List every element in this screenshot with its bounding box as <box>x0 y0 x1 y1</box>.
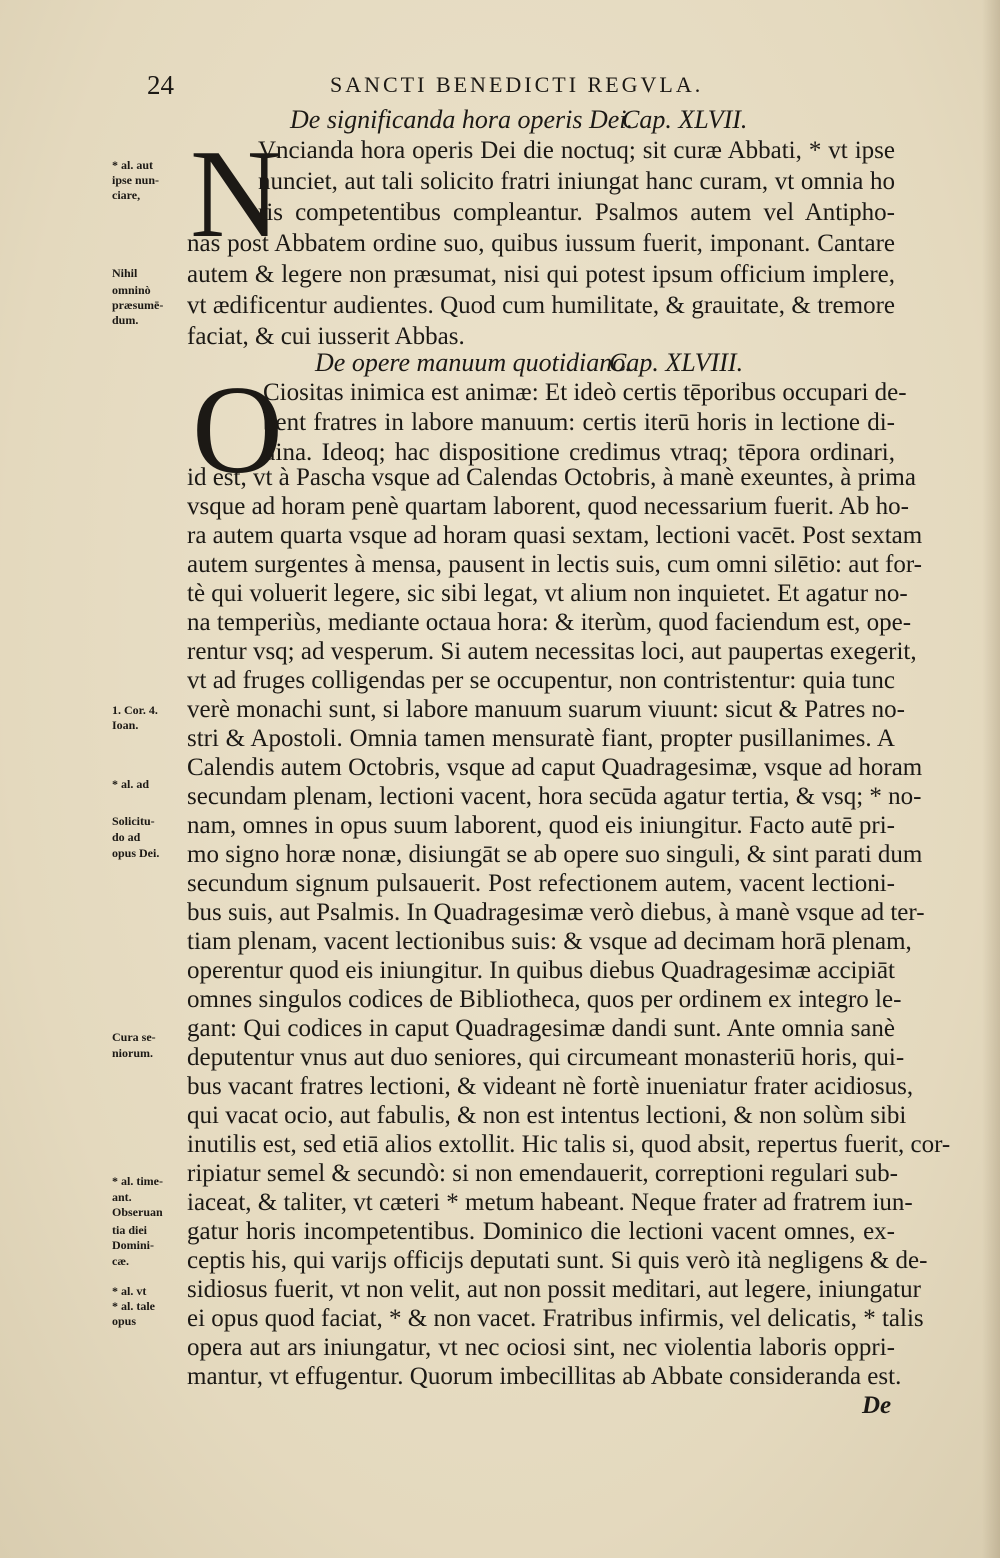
body-line: Ciositas inimica est animæ: Et ideò certis tēporibus occupari de- <box>263 379 907 406</box>
body-line: mo signo horæ nonæ, disiungāt se ab opere suo singuli, & sint parati dum <box>187 841 923 868</box>
body-line: tiam plenam, vacent lectionibus suis: & vsque ad decimam horā plenam, <box>187 928 912 955</box>
drop-cap-o: O <box>192 361 283 500</box>
body-line: autem & legere non præsumat, nisi qui potest ipsum officium implere, <box>187 261 895 288</box>
body-line: vt ædificentur audientes. Quod cum humilitate, & grauitate, & tremore <box>187 292 895 319</box>
body-line: ceptis his, qui varijs officijs deputati sunt. Si quis verò ità negligens & de- <box>187 1247 928 1274</box>
body-line: qui vacat ocio, aut fabulis, & non est intentus lectioni, & non solùm sibi <box>187 1102 907 1129</box>
marginal-note: * al. time- <box>112 1174 163 1188</box>
chapter-48-number: Cap. XLVIII. <box>609 348 744 377</box>
marginal-note: * al. aut <box>112 158 154 172</box>
running-head: SANCTI BENEDICTI REGVLA. <box>330 72 704 97</box>
body-line: nam, omnes in opus suum laborent, quod eis iniungitur. Facto autē pri- <box>187 812 895 839</box>
chapter-48-heading <box>315 348 875 378</box>
marginal-note: Solicitu- <box>112 814 155 828</box>
marginal-note: Obseruan <box>112 1205 163 1219</box>
body-line: stri & Apostoli. Omnia tamen mensuratè fiant, propter pusillanimes. A <box>187 725 895 752</box>
marginal-note: do ad <box>112 830 141 844</box>
body-line: ei opus quod faciat, * & non vacet. Fratribus infirmis, vel delicatis, * talis <box>187 1305 924 1332</box>
body-line: vt ad fruges colligendas per se occupentur, non contristentur: quia tunc <box>187 667 895 694</box>
marginal-note: tia diei <box>112 1223 147 1237</box>
body-line: omnes singulos codices de Bibliotheca, quos per ordinem ex integro le- <box>187 986 902 1013</box>
body-line: secundam plenam, lectioni vacent, hora secūda agatur tertia, & vsq; * no- <box>187 783 922 810</box>
marginal-note: omninò <box>112 283 151 297</box>
body-line: na temperiùs, mediante octaua hora: & iterùm, quod faciendum est, ope- <box>187 609 912 636</box>
body-line: opera aut ars iniungatur, vt nec ociosi sint, nec violentia laboris oppri- <box>187 1334 895 1361</box>
marginal-note: Ioan. <box>112 718 139 732</box>
body-line: secundum signum pulsauerit. Post refectionem autem, vacent lectioni- <box>187 870 895 897</box>
marginal-note: ciare, <box>112 188 141 202</box>
marginal-note: Nihil <box>112 266 138 280</box>
marginal-note: ipse nun- <box>112 173 160 187</box>
chapter-47-heading <box>290 105 850 135</box>
body-line: bus vacant fratres lectioni, & videant nè fortè inueniatur frater acidiosus, <box>187 1073 914 1100</box>
body-line: faciat, & cui iusserit Abbas. <box>187 323 465 350</box>
marginal-note: opus Dei. <box>112 846 160 860</box>
marginal-note: * al. tale <box>112 1299 155 1313</box>
body-line: gatur horis incompetentibus. Dominico die lectioni vacent omnes, ex- <box>187 1218 895 1245</box>
body-line: inutilis est, sed etiā alios extollit. Hic talis si, quod absit, repertus fuerit, cor- <box>187 1131 951 1158</box>
marginal-note: opus <box>112 1314 137 1328</box>
body-line: sidiosus fuerit, vt non velit, aut non possit meditari, aut legere, iniungatur <box>187 1276 921 1303</box>
body-line: mantur, vt effugentur. Quorum imbecillitas ab Abbate consideranda est. <box>187 1363 902 1390</box>
marginal-note: 1. Cor. 4. <box>112 703 158 717</box>
marginal-note: dum. <box>112 313 139 327</box>
body-line: bent fratres in labore manuum: certis iterū horis in lectione di- <box>263 409 895 436</box>
body-line: autem surgentes à mensa, pausent in lectis suis, cum omni silētio: aut for- <box>187 551 922 578</box>
body-line: id est, vt à Pascha vsque ad Calendas Octobris, à manè exeuntes, à prima <box>187 464 916 491</box>
chapter-47-number: Cap. XLVII. <box>622 105 748 134</box>
body-line: nas post Abbatem ordine suo, quibus iussum fuerit, imponant. Cantare <box>187 230 895 257</box>
body-line: nunciet, aut tali solicito fratri iniungat hanc curam, vt omnia ho <box>258 168 895 195</box>
marginal-note: * al. ad <box>112 777 150 791</box>
body-line: ris competentibus compleantur. Psalmos autem vel Antipho- <box>258 199 895 226</box>
marginal-note: cæ. <box>112 1254 129 1268</box>
body-line: operentur quod eis iniungitur. In quibus diebus Quadragesimæ accipiāt <box>187 957 895 984</box>
body-line: Vncianda hora operis Dei die noctuq; sit curæ Abbati, * vt ipse <box>258 137 895 164</box>
body-line: uina. Ideoq; hac dispositione credimus vtraq; tēpora ordinari, <box>263 439 895 466</box>
marginal-note: ant. <box>112 1190 132 1204</box>
body-line: iaceat, & taliter, vt cæteri * metum habeant. Neque frater ad fratrem iun- <box>187 1189 913 1216</box>
chapter-48-title: De opere manuum quotidiano. <box>315 348 632 377</box>
marginal-note: Domini- <box>112 1238 154 1252</box>
body-line: tè qui voluerit legere, sic sibi legat, vt alium non inquietet. Et agatur no- <box>187 580 908 607</box>
marginal-note: niorum. <box>112 1046 154 1060</box>
marginal-note: præsumē- <box>112 298 164 312</box>
body-line: Calendis autem Octobris, vsque ad caput Quadragesimæ, vsque ad horam <box>187 754 923 781</box>
body-line: ripiatur semel & secundò: si non emendauerit, correptioni regulari sub- <box>187 1160 898 1187</box>
body-line: rentur vsq; ad vesperum. Si autem necessitas loci, aut paupertas exegerit, <box>187 638 917 665</box>
chapter-47-title: De significanda hora operis Dei. <box>290 105 634 134</box>
body-line: vsque ad horam penè quartam laborent, quod necessarium fuerit. Ab ho- <box>187 493 909 520</box>
body-line: bus suis, aut Psalmis. In Quadragesimæ verò diebus, à manè vsque ad ter- <box>187 899 925 926</box>
body-line: verè monachi sunt, si labore manuum suarum viuunt: sicut & Patres no- <box>187 696 905 723</box>
body-line: ra autem quarta vsque ad horam quasi sextam, lectioni vacēt. Post sextam <box>187 522 923 549</box>
drop-cap-n: N <box>190 125 281 264</box>
body-line: gant: Qui codices in caput Quadragesimæ dandi sunt. Ante omnia sanè <box>187 1015 895 1042</box>
body-line: deputentur vnus aut duo seniores, qui circumeant monasteriū horis, qui- <box>187 1044 905 1071</box>
catchword: De <box>862 1392 892 1419</box>
marginal-note: * al. vt <box>112 1284 147 1298</box>
marginal-note: Cura se- <box>112 1030 156 1044</box>
page-number: 24 <box>147 70 174 100</box>
